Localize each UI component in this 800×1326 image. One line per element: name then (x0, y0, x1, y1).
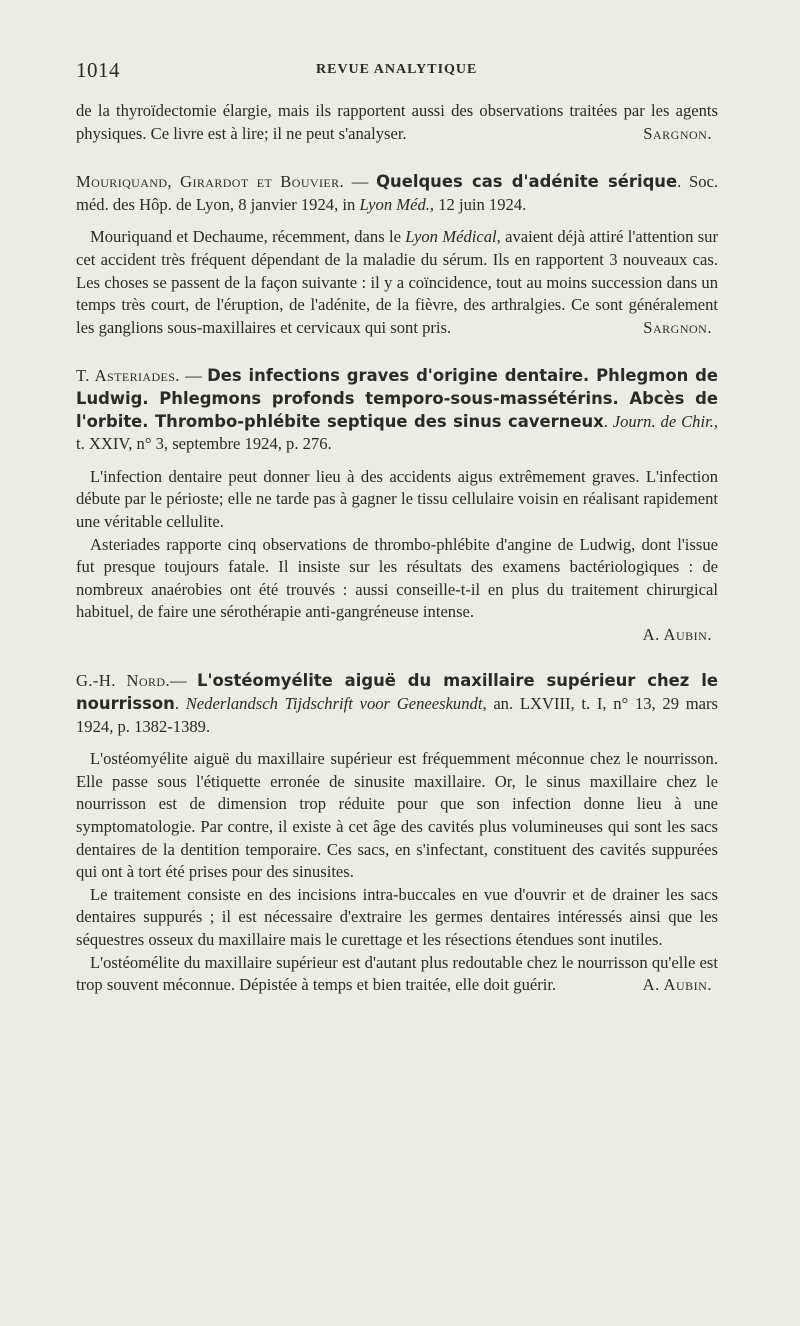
entry-1-para-text-pre: Mouriquand et Dechaume, récemment, dans le (90, 227, 406, 247)
entry-1-para-text-post: , avaient déjà attiré l'attention sur cet accident très fréquent dépendant de la maladie du sérum. Ils en rapportent 3 nouveaux cas. Les choses se passent de la façon suivante : il y a coïncidence, tout au moins succession dans un temps très court, de l'éruption, de l'adénite, de la fièvre, des arthralgies. Ce sont généralement les ganglions sous-maxillaires et cervicaux qui sont pris. (76, 227, 718, 337)
entry-1-para-journal: Lyon Médical (405, 227, 497, 247)
entry-3-title: L'ostéomyélite aiguë du maxillaire supérieur chez le nourrisson (76, 671, 718, 714)
page-number: 1014 (76, 58, 120, 82)
entry-2-authors: T. Asteriades. (76, 366, 180, 386)
entry-2-title: Des infections graves d'origine dentaire. Phlegmon de Ludwig. Phlegmons profonds temporo-sous-massétérins. Abcès de l'orbite. Thrombo-phlébite septique des sinus caverneux (76, 366, 719, 431)
entry-1-signature: Sargnon. (643, 317, 712, 337)
running-head (76, 58, 718, 86)
entry-3-dash: — (170, 671, 197, 691)
entry-1-header (76, 171, 718, 216)
entry-1-source-journal: Lyon Méd. (359, 194, 430, 214)
entry-3-paragraph-3 (76, 952, 718, 997)
page-content (76, 58, 718, 997)
intro-signature: Sargnon. (643, 123, 712, 143)
entry-1-source-pre: . Soc. méd. des Hôp. de Lyon, 8 janvier 1924, in (76, 172, 719, 214)
entry-2-paragraph-2: Asteriades rapporte cinq observations de thrombo-phlébite d'angine de Ludwig, dont l'issue fut presque toujours fatale. Il insiste sur les résultats des examens bactériologiques : de nombreux anaérobies ont été trouvés : aussi conseille-t-il en plus du traitement chirurgical habituel, de faire une sérothérapie anti-gangréneuse intense. (76, 534, 718, 622)
entry-3-paragraph-3-text: L'ostéomélite du maxillaire supérieur est d'autant plus redoutable chez le nourrisson qu'elle est trop souvent méconnue. Dépistée à temps et bien traitée, elle doit guérir. (76, 952, 718, 995)
entry-1-title: Quelques cas d'adénite sérique (376, 172, 678, 192)
intro-text: de la thyroïdectomie élargie, mais ils rapportent aussi des observations traitées par les agents physiques. Ce livre est à lire; il ne peut s'analyser. (76, 101, 718, 143)
review-entry-2 (76, 365, 718, 646)
intro-section (76, 100, 718, 145)
entry-2-signature: A. Aubin. (642, 624, 712, 644)
entry-2-source-journal: Journ. de Chir. (612, 411, 714, 431)
entry-1-paragraph-1 (76, 226, 718, 339)
entry-2-dash: — (179, 366, 208, 386)
entry-3-source-journal: Nederlandsch Tijdschrift voor Geneeskundt (185, 694, 483, 714)
review-entry-3 (76, 670, 718, 996)
entry-3-paragraph-1: L'ostéomyélite aiguë du maxillaire supérieur est fréquemment méconnue chez le nourrisson. Elle passe sous l'étiquette erronée de sinusite maxillaire. Or, le sinus maxillaire chez le nourrisson est de dimension trop réduite pour que son infection donne lieu à une symptomatologie. Par contre, il existe à cet âge des cavités plus volumineuses qui sont les sacs dentaires de la dentition temporaire. Ces sacs, en s'infectant, constituent des cavités suppurées qui ont à tort été prises pour des sinusites. (76, 749, 718, 882)
entry-3-authors: G.-H. Nord. (76, 671, 171, 691)
review-entry-1 (76, 171, 718, 339)
entry-1-dash: — (344, 172, 377, 192)
entry-2-header (76, 365, 718, 455)
entry-3-paragraph-2: Le traitement consiste en des incisions intra-buccales en vue d'ouvrir et de drainer les sacs dentaires suppurés ; il est nécessaire d'extraire les germes dentaires intéressés ainsi que les séquestres osseux du maxillaire mais le curettage et les résections étendues sont inutiles. (76, 884, 718, 949)
journal-title: REVUE ANALYTIQUE (316, 62, 478, 77)
intro-paragraph (76, 100, 718, 145)
entry-3-header (76, 670, 718, 738)
entry-3-source-pre: . (174, 694, 186, 714)
entry-3-source-post: , an. LXVIII, t. I, n° 13, 29 mars 1924, p. 1382-1389. (76, 694, 719, 736)
entry-2-paragraph-1: L'infection dentaire peut donner lieu à des accidents aigus extrêmement graves. L'infection débute par le périoste; elle ne tarde pas à gagner le tissu cellulaire voisin en réalisant rapidement une véritable cellulite. (76, 466, 718, 531)
entry-3-signature: A. Aubin. (642, 975, 712, 995)
entry-2-source-post: , t. XXIV, n° 3, septembre 1924, p. 276. (76, 411, 719, 454)
entry-2-source-pre: . (603, 411, 613, 431)
entry-1-source-post: , 12 juin 1924. (429, 194, 527, 214)
entry-1-authors: Mouriquand, Girardot et Bouvier. (76, 172, 345, 192)
